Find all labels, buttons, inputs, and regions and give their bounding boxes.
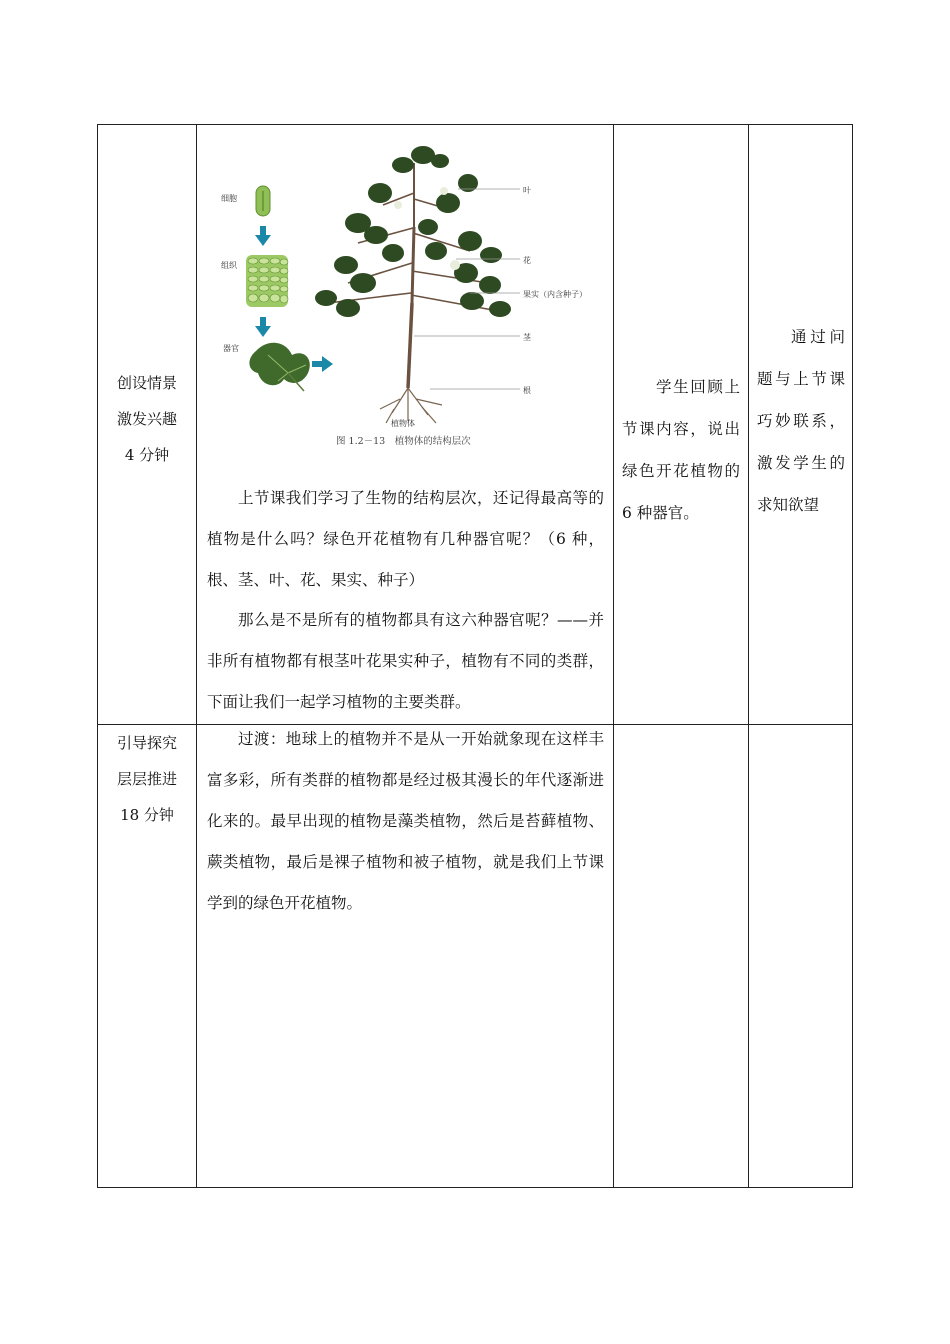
content-paragraph: 过渡：地球上的植物并不是从一开始就象现在这样丰富多彩，所有类群的植物都是经过极其漫长的年代逐渐进化来的。最早出现的植物是藻类植物，然后是苔藓植物、蕨类植物，最后是裸子植物和被子植物，就是我们上节课学到的绿色开花植物。 — [207, 730, 604, 912]
design-intent-cell: 通过问题与上节课巧妙联系，激发学生的求知欲望 — [757, 328, 845, 514]
stage-line: 创设情景 — [116, 374, 177, 392]
plant-structure-figure — [208, 133, 608, 453]
figure-label-tissue: 组织 — [221, 261, 237, 270]
figure-label-flower: 花 — [523, 256, 531, 265]
stage-cell-explore — [98, 725, 196, 833]
column-divider — [196, 125, 197, 1187]
stage-line: 激发兴趣 — [116, 410, 177, 428]
column-divider — [748, 125, 749, 1187]
figure-label-leaf: 叶 — [523, 186, 531, 195]
content-paragraph: 上节课我们学习了生物的结构层次，还记得最高等的植物是什么吗？绿色开花植物有几种器官呢？（6 种，根、茎、叶、花、果实、种子） — [207, 489, 604, 589]
right-arrow-icon — [312, 356, 333, 372]
stage-line: 18 分钟 — [120, 806, 174, 824]
figure-label-plant-body: 植物体 — [391, 419, 415, 428]
lesson-table — [97, 124, 853, 1188]
plant-body-illustration — [315, 146, 511, 423]
down-arrow-icon — [255, 317, 271, 337]
student-activity-cell: 学生回顾上节课内容，说出绿色开花植物的 6 种器官。 — [622, 378, 740, 522]
figure-label-organ: 器官 — [223, 344, 239, 353]
figure-caption: 图 1.2－13 植物体的结构层次 — [336, 436, 471, 447]
content-paragraph: 那么是不是所有的植物都具有这六种器官呢？——并非所有植物都有根茎叶花果实种子，植物有不同的类群，下面让我们一起学习植物的主要类群。 — [207, 611, 604, 711]
figure-label-stem: 茎 — [523, 333, 531, 342]
tissue-illustration — [246, 255, 288, 307]
figure-label-root: 根 — [523, 386, 531, 395]
figure-label-fruit: 果实（内含种子） — [523, 290, 587, 299]
down-arrow-icon — [255, 226, 271, 246]
stage-line: 引导探究 — [116, 734, 177, 752]
stage-line: 4 分钟 — [124, 446, 170, 464]
leaf-organ-illustration — [249, 343, 309, 391]
stage-line: 层层推进 — [116, 770, 177, 788]
figure-label-cell: 细胞 — [221, 194, 237, 203]
column-divider — [613, 125, 614, 1187]
stage-cell-intro — [98, 365, 196, 473]
cell-illustration — [256, 186, 270, 216]
